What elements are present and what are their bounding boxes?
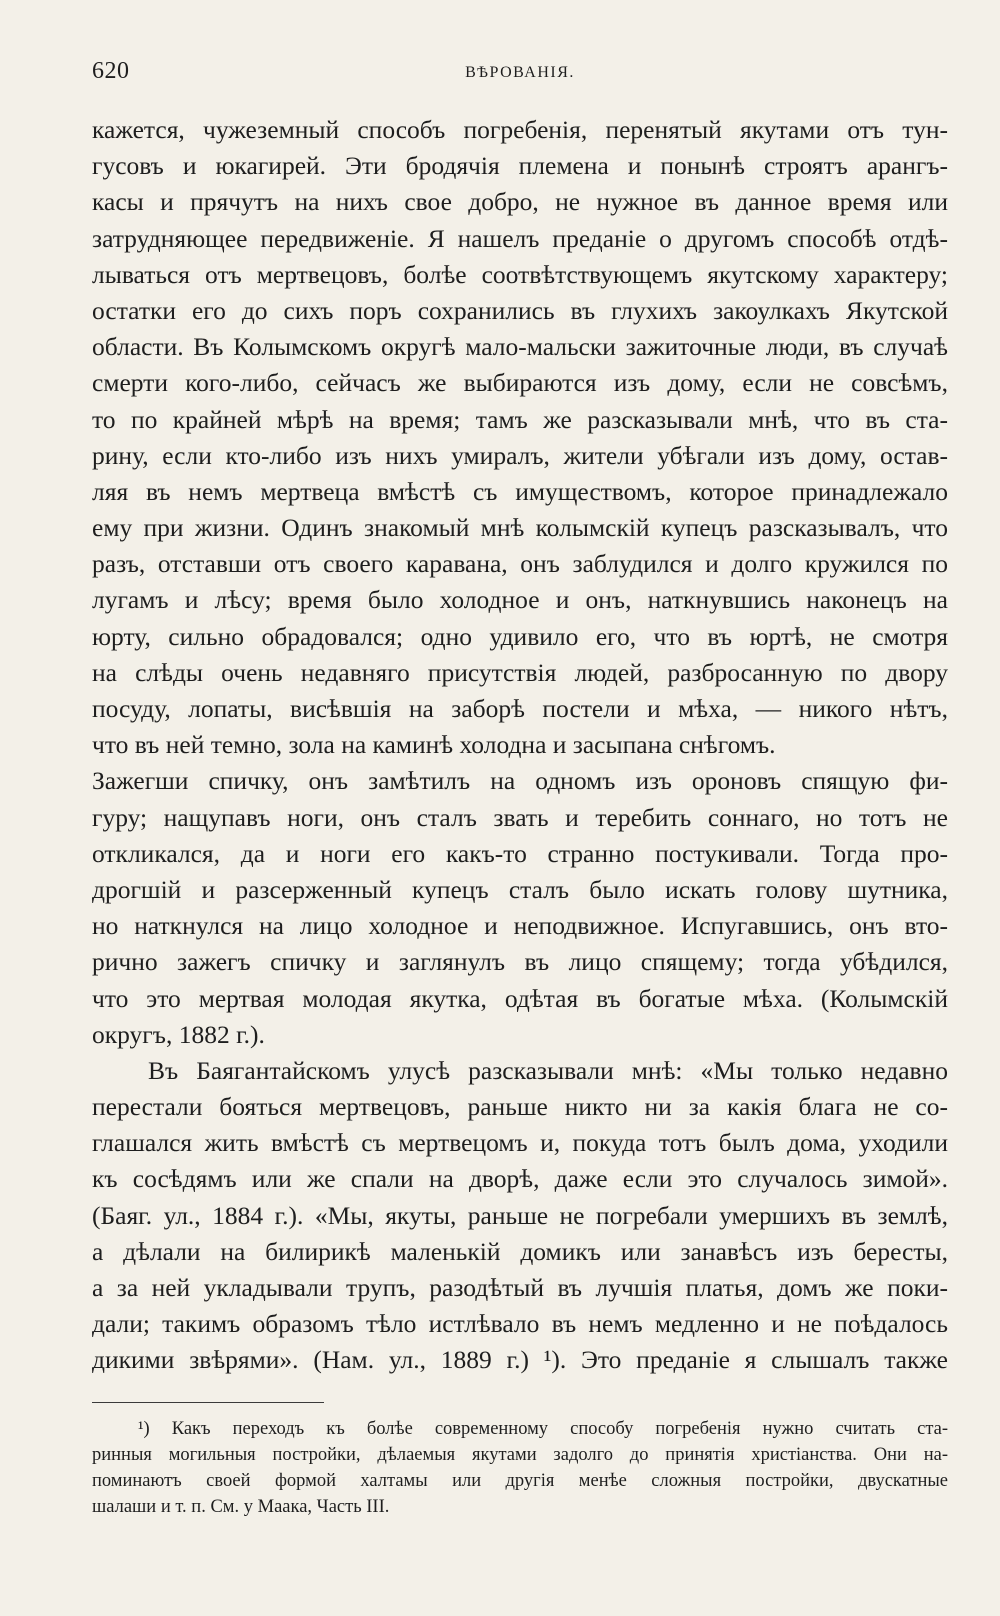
text-line: затрудняющее передвиженіе. Я нашелъ преданіе о другомъ способѣ отдѣ- <box>92 223 948 253</box>
page-header <box>92 54 948 94</box>
footnote-line: шалаши и т. п. См. у Маака, Часть III. <box>92 1497 390 1517</box>
footnote-line: ¹) Какъ переходъ къ болѣе современному способу погребенія нужно считать ста- <box>138 1419 948 1439</box>
text-line: кажется, чужеземный способъ погребенія, перенятый якутами отъ тун- <box>92 115 948 144</box>
text-line: на слѣды очень недавняго присутствія людей, разбросанную по двору <box>92 657 948 687</box>
text-line: то по крайней мѣрѣ на время; тамъ же разсказывали мнѣ, что въ ста- <box>92 404 948 434</box>
text-line: дикими звѣрями». (Нам. ул., 1889 г.) ¹). Это преданіе я слышалъ также <box>92 1345 948 1375</box>
text-line: гусовъ и юкагирей. Эти бродячія племена и понынѣ строятъ арангъ- <box>92 151 948 181</box>
text-line: Въ Баягантайскомъ улусѣ разсказывали мнѣ: «Мы только недавно <box>148 1055 948 1085</box>
text-line: Зажегши спичку, онъ замѣтилъ на одномъ изъ ороновъ спящую фи- <box>92 766 948 796</box>
text-line: округъ, 1882 г.). <box>92 1019 265 1049</box>
text-line: глашался жить вмѣстѣ съ мертвецомъ и, покуда тотъ былъ дома, уходили <box>92 1128 948 1158</box>
text-line: лугамъ и лѣсу; время было холодное и онъ, наткнувшись наконецъ на <box>92 585 948 615</box>
text-line: дрогшій и разсерженный купецъ сталъ было искать голову шутника, <box>92 874 948 904</box>
text-line: (Баяг. ул., 1884 г.). «Мы, якуты, раньше не погребали умершихъ въ землѣ, <box>92 1200 948 1230</box>
text-line: ляя въ немъ мертвеца вмѣстѣ съ имуществомъ, которое принадлежало <box>92 476 948 506</box>
text-line: а дѣлали на билирикѣ маленькій домикъ или занавѣсъ изъ бересты, <box>92 1236 948 1266</box>
footnote-line: поминаютъ своей формой халтамы или другія менѣе сложныя постройки, двускатные <box>92 1471 948 1491</box>
text-line: смерти кого-либо, сейчасъ же выбираются изъ дому, если не совсѣмъ, <box>92 368 948 398</box>
text-line: лываться отъ мертвецовъ, болѣе соотвѣтствующемъ якутскому характеру; <box>92 259 948 289</box>
text-line: гуру; нащупавъ ноги, онъ сталъ звать и теребить соннаго, но тотъ не <box>92 802 948 832</box>
text-line: что это мертвая молодая якутка, одѣтая въ богатые мѣха. (Колымскій <box>92 983 948 1013</box>
main-text <box>92 112 948 1379</box>
text-line: что въ ней темно, зола на каминѣ холодна и засыпана снѣгомъ. <box>92 730 776 760</box>
text-line: дали; такимъ образомъ тѣло истлѣвало въ немъ медленно и не поѣдалось <box>92 1309 948 1339</box>
text-line: касы и прячутъ на нихъ свое добро, не нужное въ данное время или <box>92 187 948 217</box>
text-line: перестали бояться мертвецовъ, раньше никто ни за какія блага не со- <box>92 1092 948 1122</box>
footnote-divider <box>92 1402 324 1403</box>
text-line: разъ, отставши отъ своего каравана, онъ заблудился и долго кружился по <box>92 549 948 579</box>
text-line: рину, если кто-либо изъ нихъ умиралъ, жители убѣгали изъ дому, остав- <box>92 440 948 470</box>
text-line: откликался, да и ноги его какъ-то странно постукивали. Тогда про- <box>92 838 948 868</box>
text-line: посуду, лопаты, висѣвшія на заборѣ постели и мѣха, — никого нѣтъ, <box>92 694 948 723</box>
text-line: области. Въ Колымскомъ округѣ мало-мальски зажиточные люди, въ случаѣ <box>92 332 948 362</box>
text-line: къ сосѣдямъ или же спали на дворѣ, даже если это случалось зимой». <box>92 1164 948 1194</box>
footnote-line: ринныя могильныя постройки, дѣлаемыя якутами задолго до принятія христіанства. Они на- <box>92 1445 948 1465</box>
text-line: остатки его до сихъ поръ сохранились въ глухихъ закоулкахъ Якутской <box>92 295 948 325</box>
text-line: а за ней укладывали трупъ, разодѣтый въ лучшія платья, домъ же поки- <box>92 1273 948 1302</box>
text-line: рично зажегъ спичку и заглянулъ въ лицо спящему; тогда убѣдился, <box>92 947 948 977</box>
running-title: ВѢРОВАНІЯ. <box>465 64 575 81</box>
footnotes <box>92 1416 948 1520</box>
text-line: ему при жизни. Одинъ знакомый мнѣ колымскій купецъ разсказывалъ, что <box>92 513 948 543</box>
text-line: но наткнулся на лицо холодное и неподвижное. Испугавшись, онъ вто- <box>92 911 948 941</box>
text-line: юрту, сильно обрадовался; одно удивило его, что въ юртѣ, не смотря <box>92 621 948 651</box>
page-number: 620 <box>92 58 130 84</box>
